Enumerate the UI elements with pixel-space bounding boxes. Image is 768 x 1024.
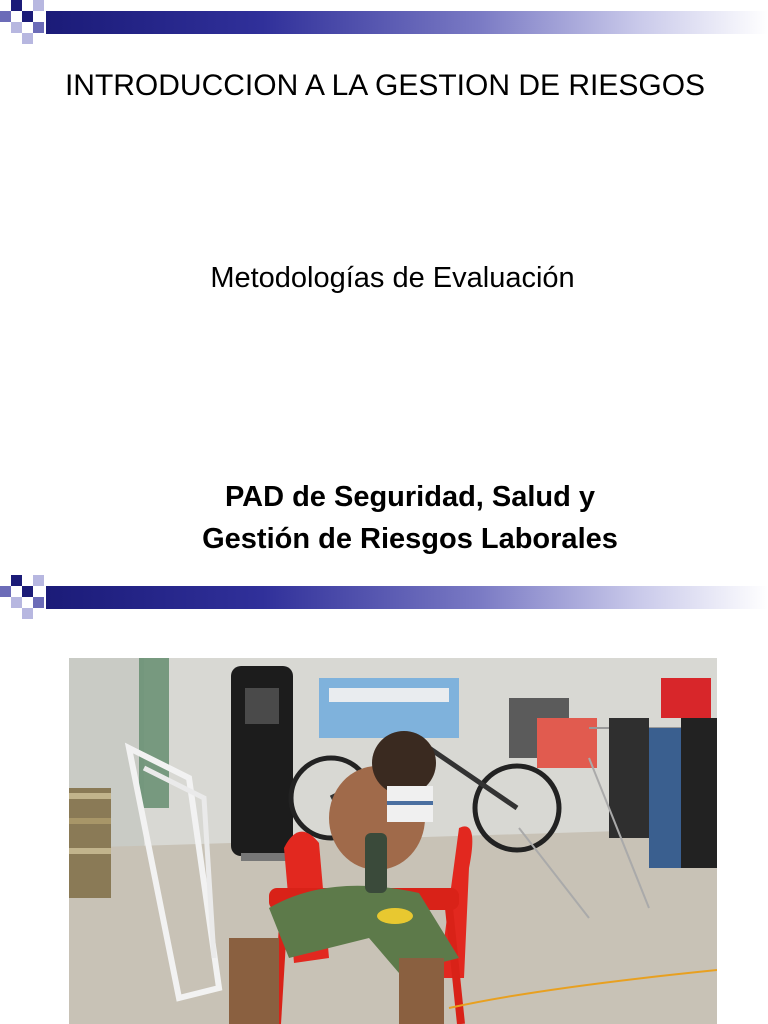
worker-photo — [69, 658, 717, 1024]
header-decoration-band — [0, 0, 768, 46]
slide-title-heading: INTRODUCCION A LA GESTION DE RIESGOS — [64, 69, 706, 102]
course-name-line-2: Gestión de Riesgos Laborales — [202, 523, 618, 555]
slide-photo — [0, 575, 768, 1024]
slide-subtitle: Metodologías de Evaluación — [210, 262, 575, 294]
header-decoration-band — [0, 575, 768, 621]
worker-photo-illustration — [69, 658, 717, 1024]
course-name-line-1: PAD de Seguridad, Salud y — [224, 481, 596, 513]
course-name — [110, 476, 710, 560]
